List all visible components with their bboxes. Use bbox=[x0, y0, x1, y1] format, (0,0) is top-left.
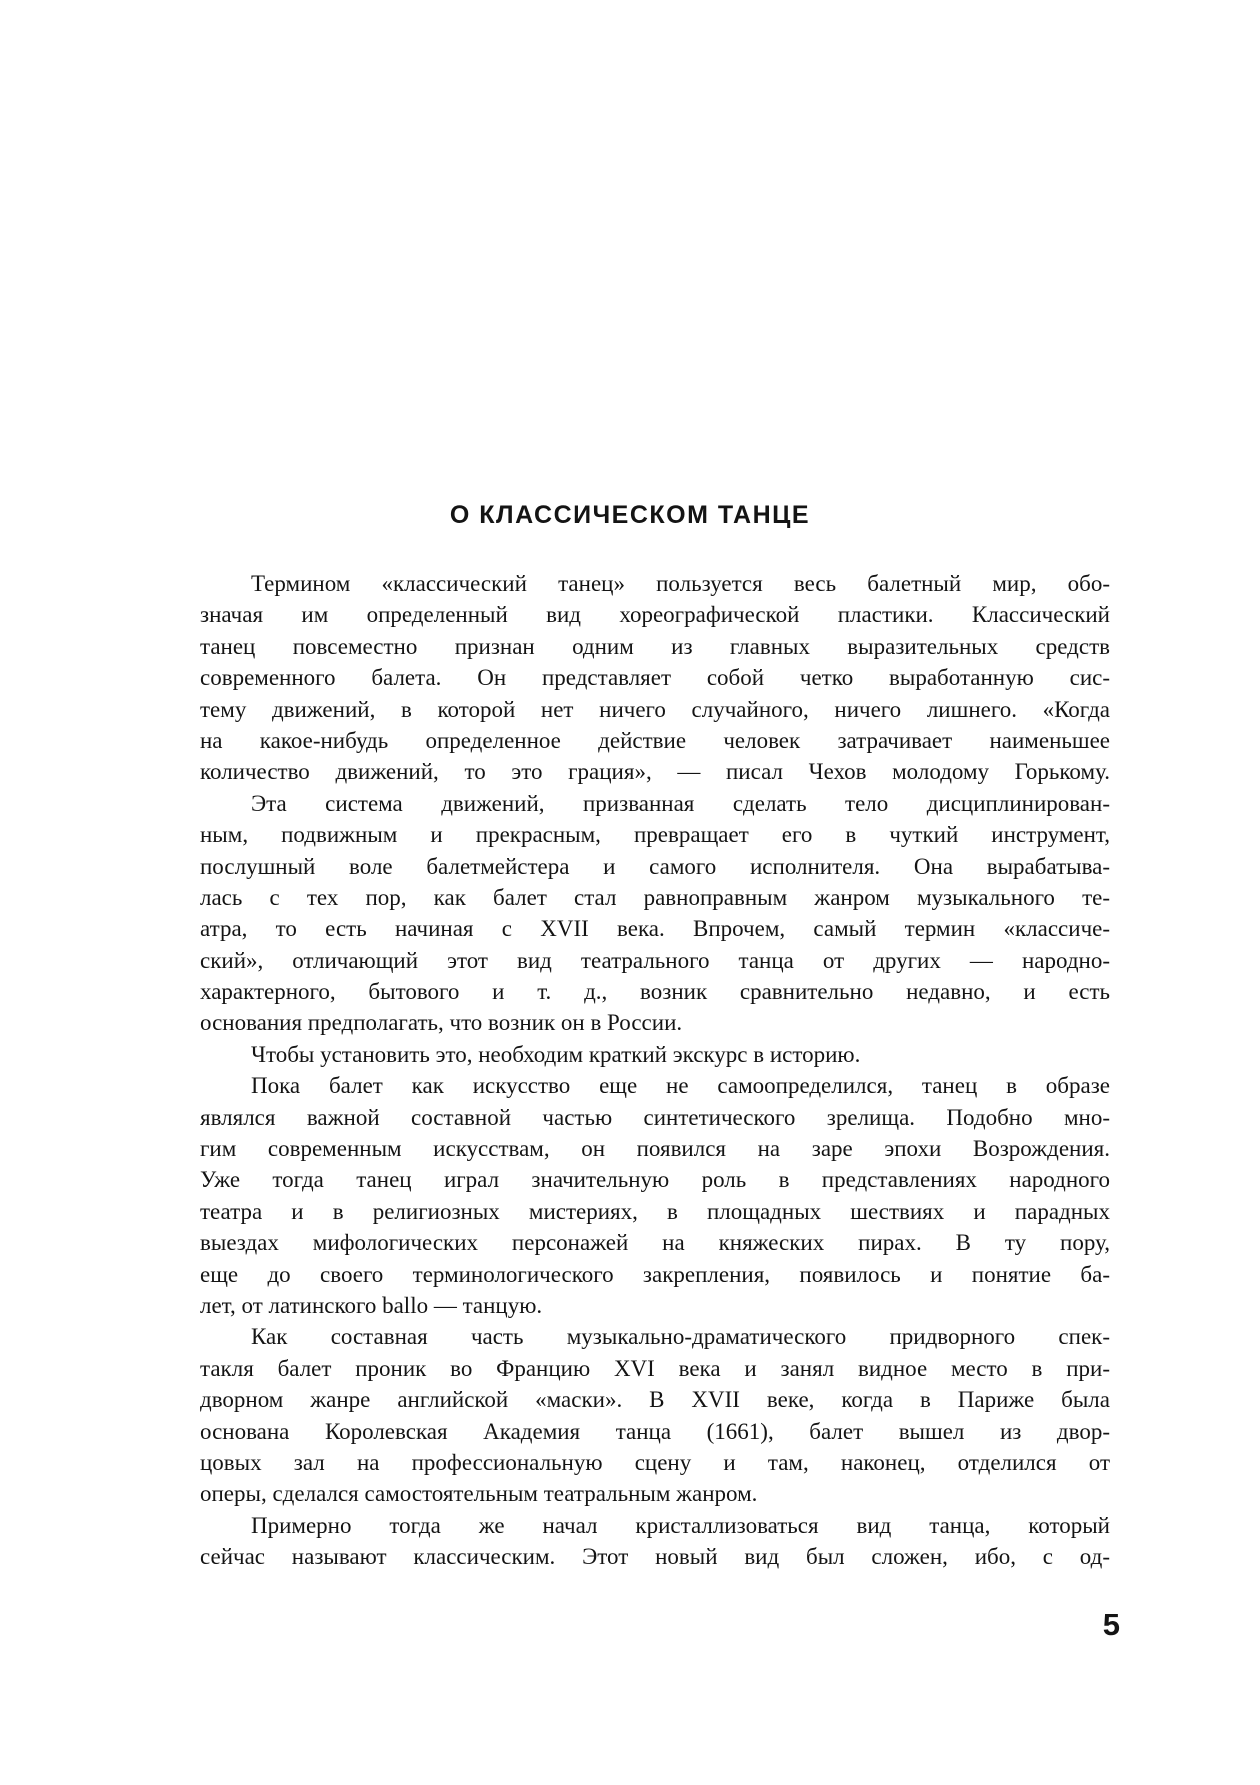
text-line: театра и в религиозных мистериях, в площадных шествиях и парадных bbox=[200, 1198, 1110, 1224]
text-line: оперы, сделался самостоятельным театральным жанром. bbox=[200, 1481, 758, 1507]
text-line: на какое-нибудь определенное действие человек затрачивает наименьшее bbox=[200, 727, 1110, 753]
text-line: сейчас называют классическим. Этот новый вид был сложен, ибо, с од- bbox=[200, 1544, 1110, 1570]
chapter-title: О КЛАССИЧЕСКОМ ТАНЦЕ bbox=[449, 501, 811, 529]
text-line: лет, от латинского ballo — танцую. bbox=[200, 1292, 543, 1318]
text-line: выездах мифологических персонажей на княжеских пирах. В ту пору, bbox=[200, 1230, 1110, 1256]
text-line: Чтобы установить это, необходим краткий экскурс в историю. bbox=[251, 1041, 861, 1067]
text-line: ным, подвижным и прекрасным, превращает его в чуткий инструмент, bbox=[200, 822, 1110, 848]
text-line: характерного, бытового и т. д., возник сравнительно недавно, и есть bbox=[200, 979, 1110, 1005]
page-number: 5 bbox=[1102, 1607, 1120, 1642]
text-line: Пока балет как искусство еще не самоопределился, танец в образе bbox=[251, 1073, 1110, 1099]
text-line: количество движений, то это грация», — писал Чехов молодому Горькому. bbox=[200, 759, 1110, 785]
text-line: такля балет проник во Францию XVI века и занял видное место в при- bbox=[200, 1355, 1110, 1381]
text-line: ский», отличающий этот вид театрального танца от других — народно- bbox=[200, 947, 1110, 973]
text-line: Как составная часть музыкально-драматического придворного спек- bbox=[251, 1324, 1110, 1350]
text-line: еще до своего терминологического закрепления, появилось и понятие ба- bbox=[200, 1261, 1110, 1287]
text-line: Примерно тогда же начал кристаллизоваться вид танца, который bbox=[251, 1512, 1110, 1538]
text-line: послушный воле балетмейстера и самого исполнителя. Она вырабатыва- bbox=[200, 853, 1110, 879]
text-line: основана Королевская Академия танца (1661), балет вышел из двор- bbox=[200, 1418, 1110, 1444]
text-line: атра, то есть начиная с XVII века. Впрочем, самый термин «классиче- bbox=[200, 916, 1110, 942]
text-line: тему движений, в которой нет ничего случайного, ничего лишнего. «Когда bbox=[200, 696, 1110, 722]
text-line: Эта система движений, призванная сделать тело дисциплинирован- bbox=[251, 790, 1110, 816]
text-line: лась с тех пор, как балет стал равноправным жанром музыкального те- bbox=[200, 884, 1110, 910]
text-line: Уже тогда танец играл значительную роль в представлениях народного bbox=[200, 1167, 1110, 1193]
body-text bbox=[200, 568, 1110, 1573]
text-line: являлся важной составной частью синтетического зрелища. Подобно мно- bbox=[200, 1104, 1110, 1130]
text-line: современного балета. Он представляет собой четко выработанную сис- bbox=[200, 665, 1110, 691]
text-line: Термином «классический танец» пользуется весь балетный мир, обо- bbox=[251, 571, 1110, 596]
text-line: цовых зал на профессиональную сцену и там, наконец, отделился от bbox=[200, 1449, 1110, 1475]
text-line: основания предполагать, что возник он в России. bbox=[200, 1010, 683, 1036]
text-line: гим современным искусствам, он появился на заре эпохи Возрождения. bbox=[200, 1136, 1110, 1162]
text-line: дворном жанре английской «маски». В XVII веке, когда в Париже была bbox=[200, 1387, 1110, 1413]
text-line: танец повсеместно признан одним из главных выразительных средств bbox=[200, 633, 1110, 659]
text-line: значая им определенный вид хореографической пластики. Классический bbox=[200, 602, 1110, 628]
